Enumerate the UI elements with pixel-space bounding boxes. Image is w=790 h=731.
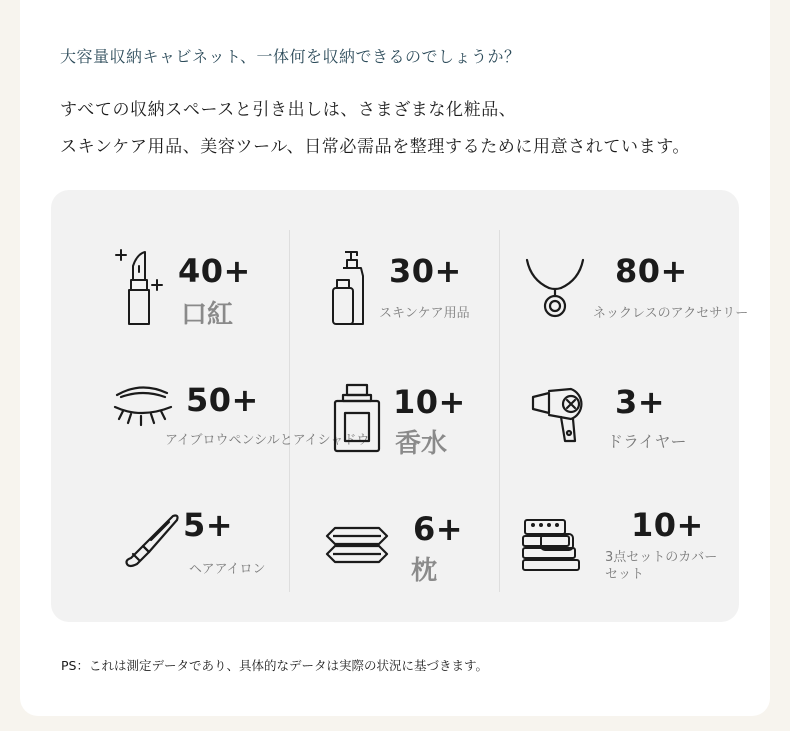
item-name-line-2: セット <box>605 567 645 582</box>
capacity-item-pillows <box>301 502 531 612</box>
storage-capacity-panel <box>51 190 749 622</box>
folded-linens-icon <box>521 516 581 574</box>
section-question: 大容量収納キャビネット、一体何を収納できるのでしょうか？ <box>60 47 521 66</box>
item-name: アイブロウペンシルとアイシャドウ <box>165 433 370 448</box>
item-count: 30+ <box>389 252 462 290</box>
item-count: 6+ <box>413 510 464 548</box>
footnote: PS：これは測定データであり、具体的なデータは実際の状況に基づきます。 <box>61 658 488 673</box>
necklace-icon <box>523 254 587 324</box>
capacity-item-necklace <box>511 242 749 352</box>
perfume-icon <box>331 381 383 455</box>
capacity-item-hair-dryer <box>511 375 741 485</box>
pillows-icon <box>325 524 389 570</box>
hair-dryer-icon <box>529 383 593 449</box>
description-line-1: すべての収納スペースと引き出しは、さまざまな化粧品、 <box>60 100 517 120</box>
content-card <box>20 0 770 716</box>
item-count: 10+ <box>631 506 704 544</box>
lipstick-icon <box>111 246 171 326</box>
item-name: 口紅 <box>181 300 234 330</box>
item-name: 香水 <box>395 429 448 459</box>
capacity-item-eyebrow <box>91 375 370 485</box>
capacity-item-bedding-set <box>511 502 741 612</box>
item-name: ネックレスのアクセサリー <box>593 306 749 321</box>
capacity-item-skincare <box>301 242 531 352</box>
item-count: 3+ <box>615 383 666 421</box>
item-name: ドライヤー <box>607 432 687 451</box>
capacity-item-perfume <box>301 375 531 485</box>
capacity-item-hair-iron <box>91 502 321 612</box>
eye-lashes-icon <box>111 383 175 431</box>
item-count: 50+ <box>186 381 259 419</box>
item-name: 枕 <box>411 556 438 586</box>
item-count: 10+ <box>393 383 466 421</box>
item-count: 5+ <box>183 506 234 544</box>
skincare-bottles-icon <box>329 246 379 326</box>
item-name: スキンケア用品 <box>379 306 470 321</box>
item-name-line-1: 3点セットのカバー <box>605 550 718 565</box>
item-name: ヘアアイロン <box>189 562 266 577</box>
item-count: 80+ <box>615 252 688 290</box>
hair-iron-icon <box>121 508 185 572</box>
item-count: 40+ <box>178 252 251 290</box>
description-line-2: スキンケア用品、美容ツール、日常必需品を整理するために用意されています。 <box>60 137 691 157</box>
capacity-item-lipstick <box>91 242 321 352</box>
